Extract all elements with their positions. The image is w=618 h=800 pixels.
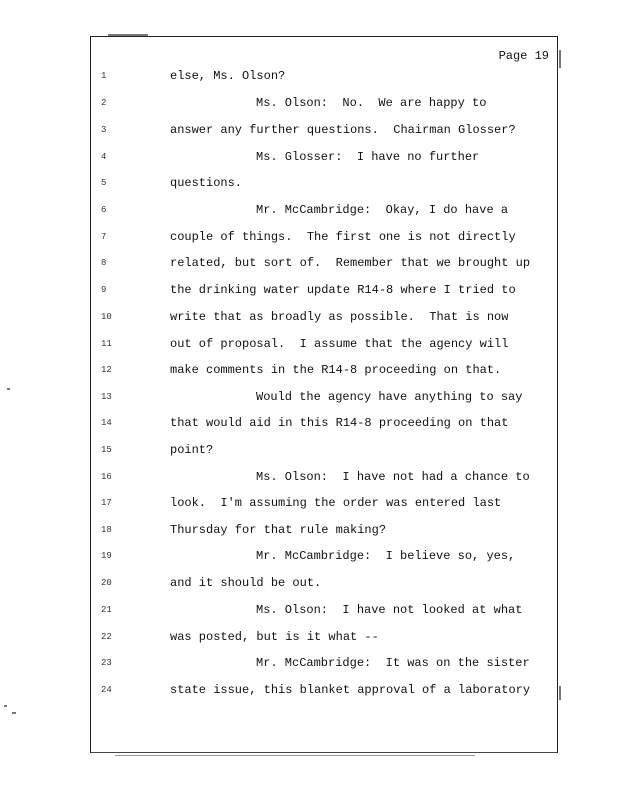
line-number: 18: [101, 525, 112, 535]
transcript-line: related, but sort of. Remember that we brought up: [170, 256, 531, 270]
line-number: 6: [101, 205, 107, 215]
scan-artifact: [559, 50, 561, 68]
line-number: 9: [101, 285, 107, 295]
transcript-line: that would aid in this R14-8 proceeding on that: [170, 416, 509, 430]
line-number: 4: [101, 152, 107, 162]
line-number: 7: [101, 232, 107, 242]
transcript-line: Ms. Olson: I have not looked at what: [256, 603, 523, 617]
transcript-line: Mr. McCambridge: I believe so, yes,: [256, 549, 516, 563]
line-number: 21: [101, 605, 112, 615]
transcript-line: write that as broadly as possible. That is now: [170, 310, 509, 324]
line-number: 14: [101, 418, 112, 428]
transcript-line: Ms. Olson: I have not had a chance to: [256, 470, 530, 484]
transcript-line: Ms. Glosser: I have no further: [256, 150, 480, 164]
transcript-line: Ms. Olson: No. We are happy to: [256, 96, 487, 110]
transcript-line: Thursday for that rule making?: [170, 523, 387, 537]
transcript-line: look. I'm assuming the order was entered last: [170, 496, 502, 510]
transcript-line: state issue, this blanket approval of a laboratory: [170, 683, 531, 697]
line-number: 3: [101, 125, 107, 135]
transcript-line: Would the agency have anything to say: [256, 390, 523, 404]
line-number: 10: [101, 312, 112, 322]
line-number: 11: [101, 339, 112, 349]
transcript-line: make comments in the R14-8 proceeding on that.: [170, 363, 502, 377]
line-number: 22: [101, 632, 112, 642]
line-number: 13: [101, 392, 112, 402]
line-number: 2: [101, 98, 107, 108]
transcript-line: the drinking water update R14-8 where I tried to: [170, 283, 516, 297]
transcript-line: answer any further questions. Chairman Glosser?: [170, 123, 516, 137]
line-number: 5: [101, 178, 107, 188]
line-number: 12: [101, 365, 112, 375]
line-number: 17: [101, 498, 112, 508]
scan-artifact: [108, 34, 148, 36]
scan-artifact: [12, 712, 16, 714]
line-number: 15: [101, 445, 112, 455]
line-number: 16: [101, 472, 112, 482]
scan-artifact: [115, 755, 475, 756]
transcript-line: couple of things. The first one is not directly: [170, 230, 516, 244]
line-number: 23: [101, 658, 112, 668]
line-number: 8: [101, 258, 107, 268]
transcript-line: Mr. McCambridge: Okay, I do have a: [256, 203, 509, 217]
transcript-line: else, Ms. Olson?: [170, 69, 286, 83]
transcript-line: and it should be out.: [170, 576, 322, 590]
line-number: 1: [101, 71, 107, 81]
transcript-line: point?: [170, 443, 214, 457]
transcript-line: Mr. McCambridge: It was on the sister: [256, 656, 530, 670]
transcript-line: was posted, but is it what --: [170, 630, 379, 644]
scan-artifact: [7, 388, 10, 390]
line-number: 19: [101, 551, 112, 561]
line-number: 24: [101, 685, 112, 695]
scan-artifact: [4, 705, 7, 707]
scan-artifact: [559, 686, 561, 700]
line-number: 20: [101, 578, 112, 588]
page-number: Page 19: [498, 49, 549, 63]
transcript-line: out of proposal. I assume that the agency will: [170, 337, 509, 351]
transcript-line: questions.: [170, 176, 243, 190]
